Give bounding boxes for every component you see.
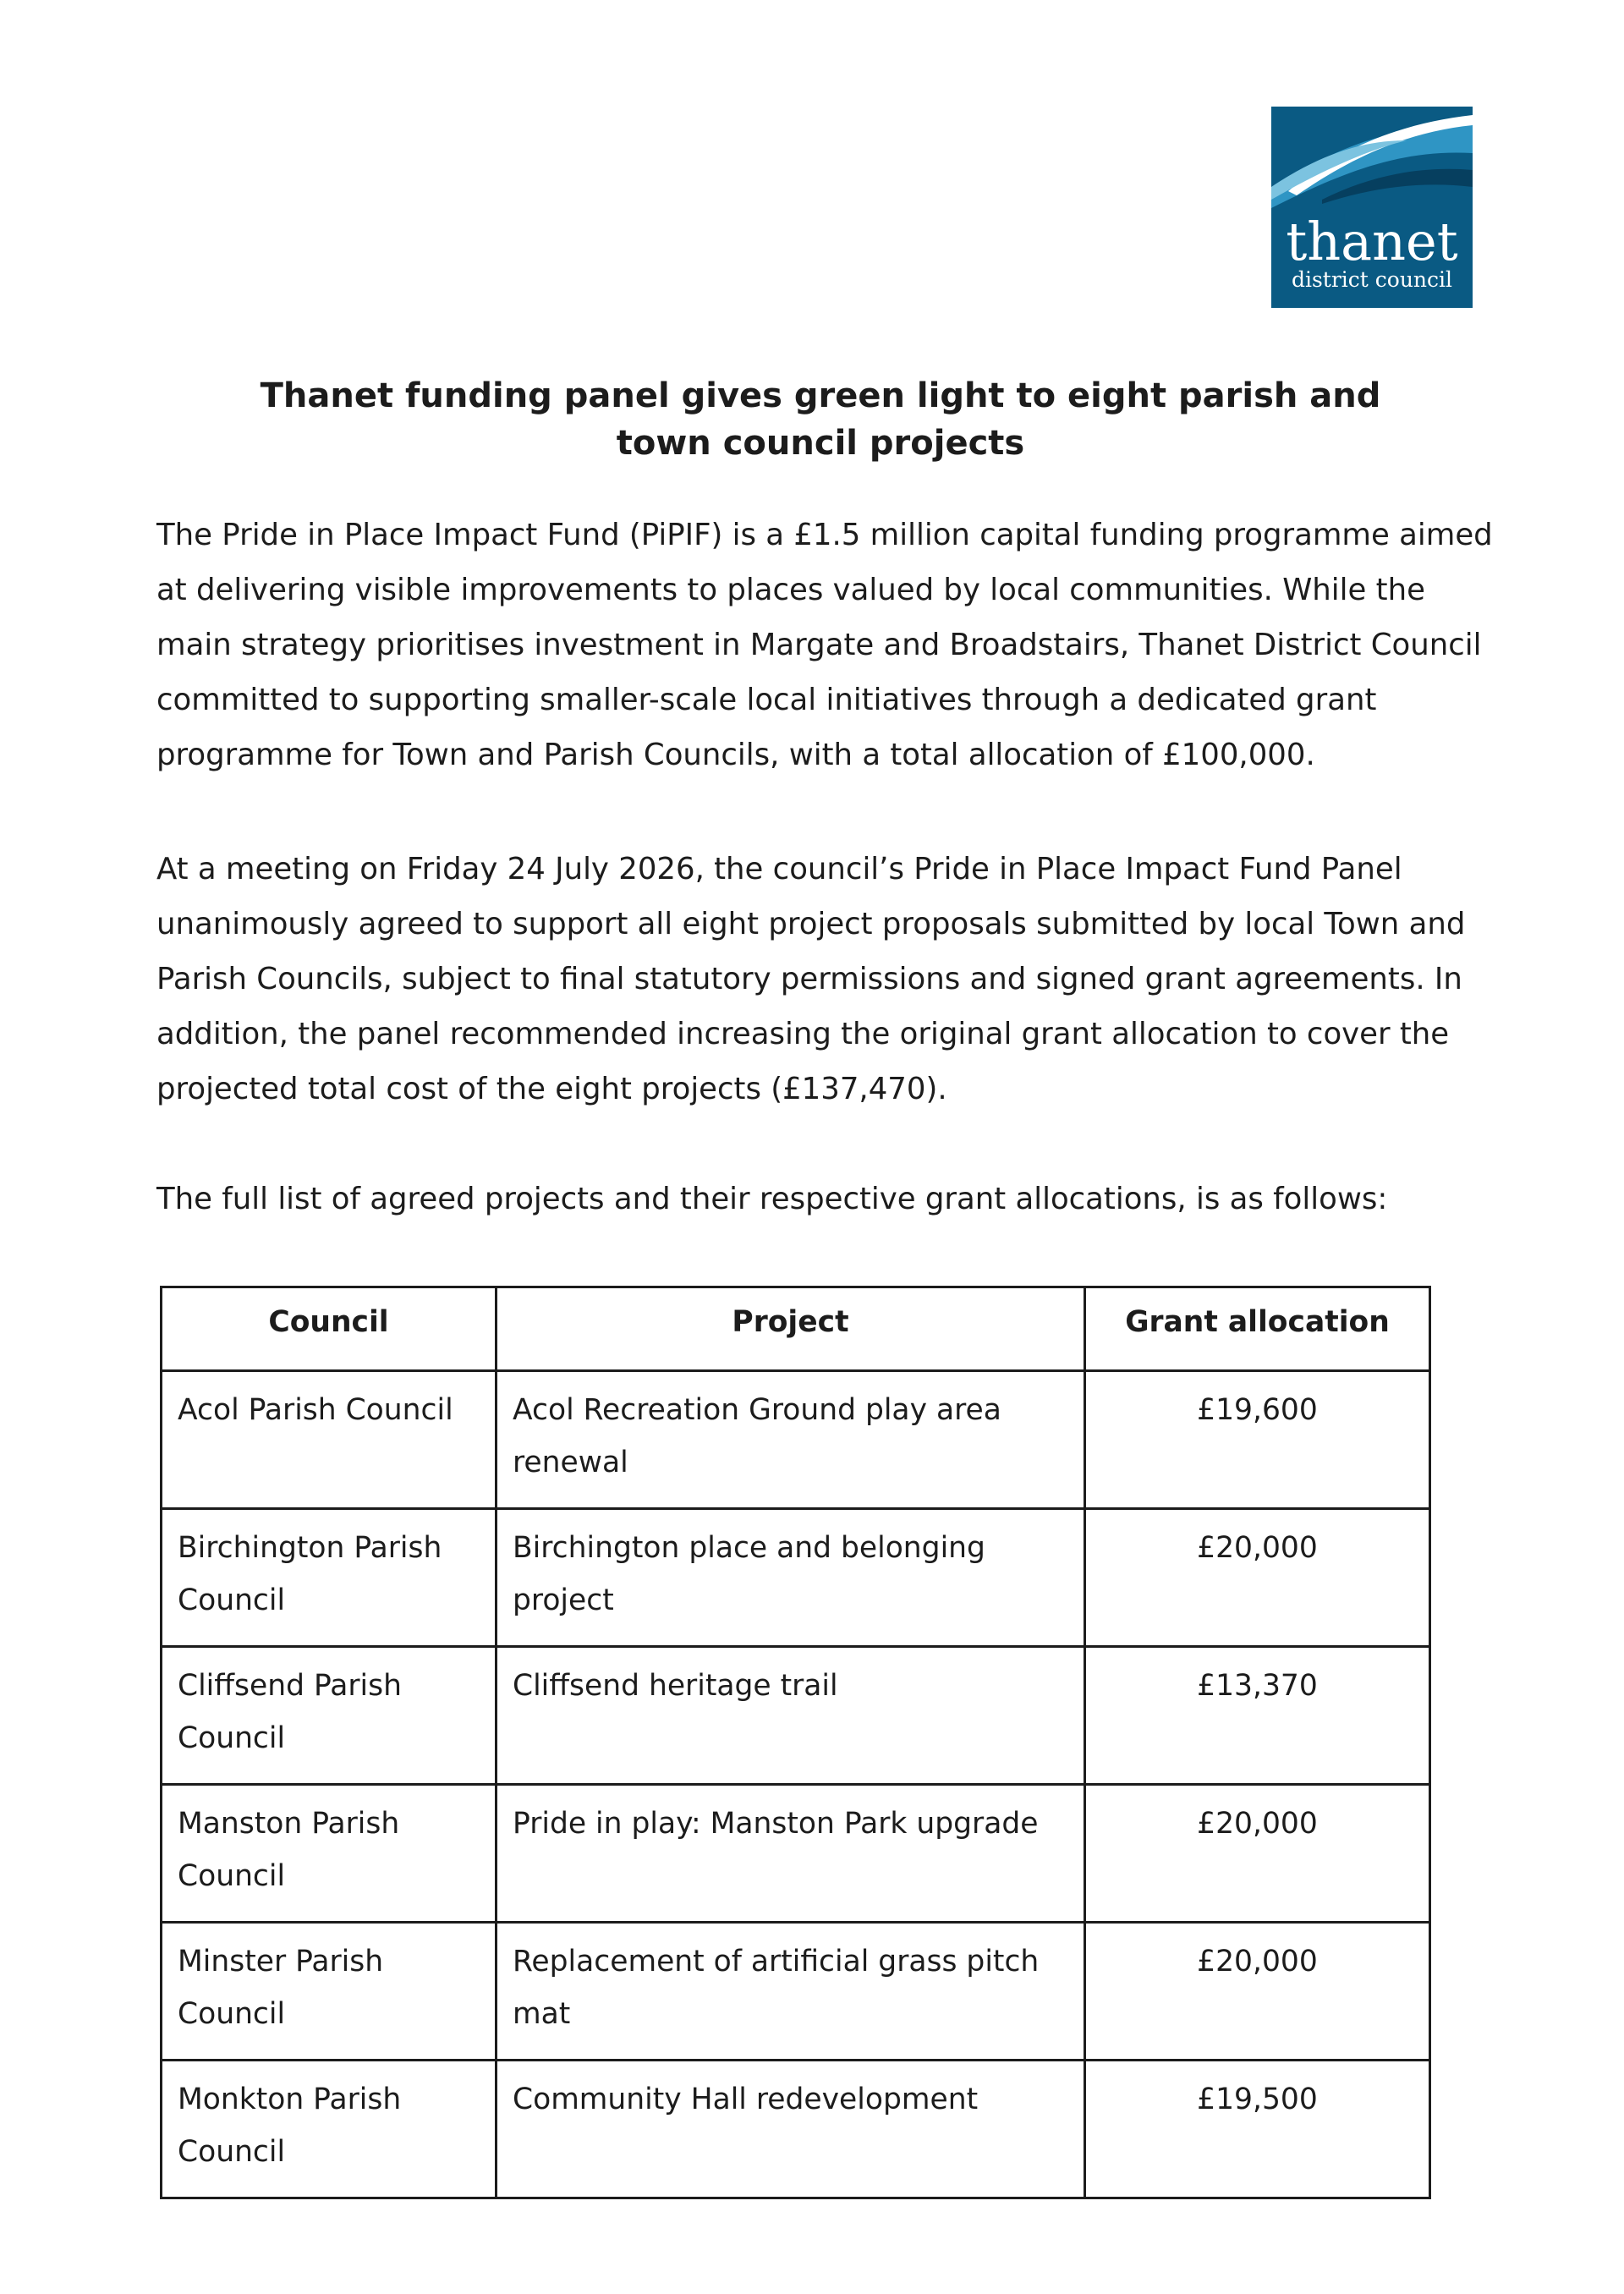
grant-cell: £19,500 <box>1085 2061 1430 2198</box>
council-cell: Manston Parish Council <box>162 1785 497 1923</box>
thanet-district-council-logo <box>1271 107 1473 308</box>
grant-cell: £20,000 <box>1085 1923 1430 2061</box>
table-row <box>162 1509 1430 1647</box>
table-row <box>162 1923 1430 2061</box>
grant-cell: £13,370 <box>1085 1647 1430 1785</box>
table-row <box>162 2061 1430 2198</box>
council-cell: Cliffsend Parish Council <box>162 1647 497 1785</box>
list-intro-paragraph: The full list of agreed projects and their respective grant allocations, is as follows: <box>156 1182 1388 1216</box>
logo-subtitle: district council <box>1291 267 1453 292</box>
project-cell: Acol Recreation Ground play area renewal <box>497 1371 1085 1509</box>
title-line-2: town council projects <box>616 424 1025 463</box>
header-project: Project <box>497 1287 1085 1371</box>
title-line-1: Thanet funding panel gives green light to eight parish and <box>260 376 1381 415</box>
press-release-title <box>156 372 1484 467</box>
council-cell: Acol Parish Council <box>162 1371 497 1509</box>
header-grant-allocation: Grant allocation <box>1085 1287 1430 1371</box>
table-row <box>162 1647 1430 1785</box>
intro-paragraph: The Pride in Place Impact Fund (PiPIF) is a £1.5 million capital funding programme aimed at delivering visible improvements to places valued by local communities. While the main strategy prioritises investment in Margate and Broadstairs, Thanet District Council committed to supporting smaller-scale local initiatives through a dedicated grant programme for Town and Parish Councils, with a total allocation of £100,000. <box>156 518 1493 772</box>
logo-name: thanet <box>1286 211 1458 272</box>
logo-swoosh-icon <box>1271 107 1473 225</box>
project-cell: Pride in play: Manston Park upgrade <box>497 1785 1085 1923</box>
project-cell: Replacement of artificial grass pitch mat <box>497 1923 1085 2061</box>
table-header-row <box>162 1287 1430 1371</box>
project-cell: Community Hall redevelopment <box>497 2061 1085 2198</box>
project-cell: Cliffsend heritage trail <box>497 1647 1085 1785</box>
table-row <box>162 1785 1430 1923</box>
council-cell: Birchington Parish Council <box>162 1509 497 1647</box>
grant-cell: £19,600 <box>1085 1371 1430 1509</box>
project-cell: Birchington place and belonging project <box>497 1509 1085 1647</box>
table-row <box>162 1371 1430 1509</box>
grant-allocations-table <box>160 1286 1431 2199</box>
council-cell: Minster Parish Council <box>162 1923 497 2061</box>
grant-cell: £20,000 <box>1085 1509 1430 1647</box>
grant-cell: £20,000 <box>1085 1785 1430 1923</box>
header-council: Council <box>162 1287 497 1371</box>
meeting-paragraph: At a meeting on Friday 24 July 2026, the council’s Pride in Place Impact Fund Panel unanimously agreed to support all eight project proposals submitted by local Town and Parish Councils, subject to final statutory permissions and signed grant agreements. In addition, the panel recommended increasing the original grant allocation to cover the projected total cost of the eight projects (£137,470). <box>156 852 1466 1106</box>
council-cell: Monkton Parish Council <box>162 2061 497 2198</box>
